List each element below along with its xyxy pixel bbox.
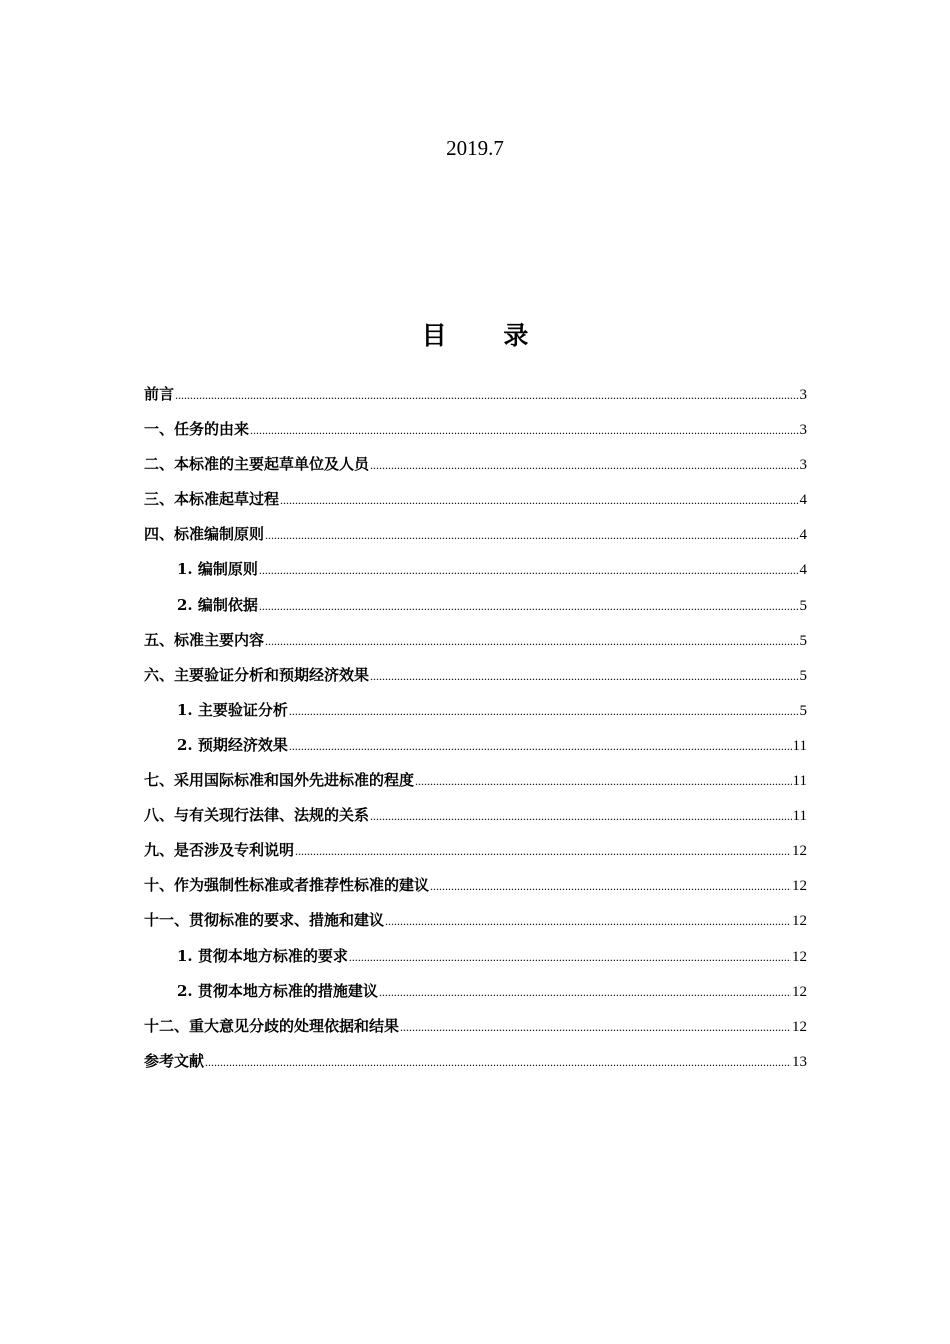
toc-dot-leader [295,840,791,862]
toc-dot-leader [430,875,791,897]
toc-dot-leader [205,1051,791,1073]
toc-dot-leader [265,630,798,652]
toc-dot-leader [280,489,798,511]
toc-entry-page: 5 [799,597,807,614]
toc-entry-page: 11 [792,773,807,790]
toc-entry-page: 3 [799,422,807,439]
toc-entry-origin[interactable] [144,418,807,453]
toc-entry-label: 1. 贯彻本地方标准的要求 [177,946,348,965]
toc-entry-disagreements[interactable] [144,1015,807,1050]
toc-entry-implementation[interactable] [144,909,807,944]
toc-entry-page: 12 [792,913,807,930]
toc-entry-label: 八、与有关现行法律、法规的关系 [144,806,370,825]
toc-dot-leader [370,665,798,687]
toc-entry-label: 十一、贯彻标准的要求、措施和建议 [144,911,385,930]
toc-entry-page: 13 [792,1053,807,1070]
toc-dot-leader [289,700,799,722]
toc-dot-leader [415,770,792,792]
toc-entry-page: 4 [799,527,807,544]
toc-entry-page: 3 [799,457,807,474]
toc-subentry-verification[interactable] [144,699,807,734]
toc-entry-verification[interactable] [144,664,807,699]
toc-entry-page: 5 [799,667,807,684]
toc-dot-leader [370,805,792,827]
toc-entry-label: 七、采用国际标准和国外先进标准的程度 [144,771,415,790]
toc-subentry-implementation-requirements[interactable] [144,945,807,980]
toc-entry-main-content[interactable] [144,629,807,664]
toc-entry-label: 二、本标准的主要起草单位及人员 [144,455,370,474]
toc-entry-label: 九、是否涉及专利说明 [144,841,295,860]
toc-entry-page: 12 [792,1018,807,1035]
toc-entry-page: 5 [799,702,807,719]
toc-entry-label: 四、标准编制原则 [144,525,265,544]
toc-entry-page: 12 [792,843,807,860]
toc-subentry-basis[interactable] [144,594,807,629]
toc-dot-leader [349,946,791,968]
toc-dot-leader [250,419,798,441]
toc-dot-leader [259,559,799,581]
toc-dot-leader [259,595,799,617]
toc-entry-page: 12 [792,983,807,1000]
toc-dot-leader [385,910,791,932]
toc-entry-page: 3 [799,387,807,403]
toc-entry-label: 参考文献 [144,1051,205,1070]
toc-entry-mandatory-recommendation[interactable] [144,874,807,909]
toc-dot-leader [400,1016,791,1038]
toc-entry-label: 六、主要验证分析和预期经济效果 [144,665,370,684]
toc-entry-principles[interactable] [144,523,807,558]
toc-entry-drafters[interactable] [144,453,807,488]
toc-entry-references[interactable] [144,1050,807,1085]
toc-entry-label: 一、任务的由来 [144,420,250,439]
toc-subentry-implementation-measures[interactable] [144,980,807,1015]
toc-dot-leader [289,735,792,757]
toc-entry-foreword[interactable] [144,383,807,418]
toc-entry-page: 11 [792,808,807,825]
toc-entry-page: 5 [799,632,807,649]
toc-entry-page: 11 [792,737,807,754]
toc-subentry-principles[interactable] [144,558,807,593]
toc-dot-leader [370,454,798,476]
toc-entry-international-standards[interactable] [144,769,807,804]
toc-entry-page: 4 [799,562,807,579]
toc-entry-label: 前言 [144,385,175,403]
toc-entry-label: 五、标准主要内容 [144,630,265,649]
toc-entry-label: 1. 主要验证分析 [177,700,288,719]
toc-title: 目 录 [421,321,553,350]
toc-entry-label: 2. 编制依据 [177,595,258,614]
toc-entry-laws[interactable] [144,804,807,839]
toc-dot-leader [265,524,798,546]
toc-entry-page: 12 [792,878,807,895]
table-of-contents [144,383,807,1085]
toc-entry-label: 十二、重大意见分歧的处理依据和结果 [144,1016,400,1035]
toc-entry-label: 十、作为强制性标准或者推荐性标准的建议 [144,876,430,895]
toc-dot-leader [379,981,791,1003]
toc-subentry-economic-effect[interactable] [144,734,807,769]
toc-entry-drafting-process[interactable] [144,488,807,523]
cover-date: 2019.7 [446,136,504,160]
toc-entry-label: 2. 预期经济效果 [177,735,288,754]
toc-entry-label: 2. 贯彻本地方标准的措施建议 [177,981,378,1000]
toc-dot-leader [175,384,798,406]
toc-entry-page: 12 [792,948,807,965]
toc-entry-patents[interactable] [144,839,807,874]
toc-entry-label: 三、本标准起草过程 [144,490,280,509]
toc-entry-label: 1. 编制原则 [177,560,258,579]
toc-entry-page: 4 [799,492,807,509]
